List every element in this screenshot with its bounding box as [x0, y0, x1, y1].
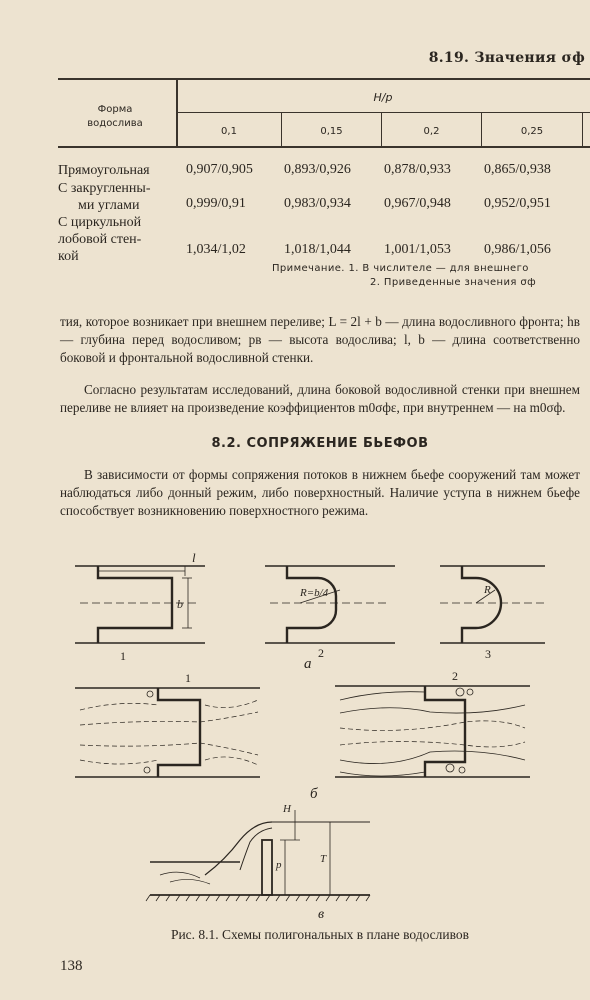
section-title: 8.2. СОПРЯЖЕНИЕ БЬЕФОВ — [211, 436, 429, 451]
scheme-a3 — [440, 566, 545, 643]
table-cell: 0,907/0,905 — [186, 162, 253, 177]
body-paragraph: тия, которое возникает при внешнем переливе; L = 2l + b — длина водосливного фронта; hв — глубина перед водосливом; pв — высота водослива; l, b — длина соответственно боковой и фронтальной водосливной стенки. — [60, 314, 580, 365]
figure-caption: Рис. 8.1. Схемы полигональных в плане водосливов — [170, 927, 470, 942]
subfigure-letter: а — [304, 656, 312, 672]
table-title: 8.19. Значения σф — [428, 50, 585, 66]
subfigure-letter: б — [310, 786, 318, 802]
radius-label: R=b/4 — [300, 587, 329, 599]
column-header: 0,2 — [423, 126, 440, 137]
scheme-label: 1 — [120, 649, 126, 663]
scheme-b2 — [335, 686, 530, 777]
scheme-label: 3 — [485, 647, 491, 661]
dim-p: p — [276, 859, 282, 871]
scheme-c — [146, 810, 370, 901]
table-cell: 0,893/0,926 — [284, 162, 351, 177]
table-header-hp: H/p — [373, 91, 393, 104]
table-cell: 0,983/0,934 — [284, 196, 351, 211]
table-cell: 0,878/0,933 — [384, 162, 451, 177]
radius-label: R — [484, 584, 491, 596]
column-header: 0,1 — [221, 126, 237, 137]
scheme-label: 1 — [185, 671, 191, 685]
scheme-b1 — [75, 688, 260, 777]
table-cell: 0,952/0,951 — [484, 196, 551, 211]
body-paragraph: В зависимости от формы сопряжения потоков в нижнем бьефе сооружений там может наблюдаться либо донный режим, либо поверхностный. Наличие уступа в нижнем бьефе способствует возникновению поверхностного режима. — [60, 467, 580, 518]
dim-l: l — [192, 550, 196, 565]
table-cell: 1,034/1,02 — [186, 242, 246, 257]
table-row-label: С циркульной лобовой стен- кой — [58, 215, 142, 264]
column-header: 0,15 — [320, 126, 343, 137]
scheme-label: 2 — [318, 646, 324, 660]
scheme-a1 — [75, 566, 205, 643]
subfigure-letter: в — [318, 907, 325, 922]
table-note: Примечание. 1. В числителе — для внешнего — [272, 263, 529, 274]
table-cell: 0,865/0,938 — [484, 162, 551, 177]
table-cell: 0,986/1,056 — [484, 242, 551, 257]
table-cell: 1,001/1,053 — [384, 242, 451, 257]
table-cell: 1,018/1,044 — [284, 242, 351, 257]
column-header: 0,25 — [520, 126, 544, 137]
table-row-label: Прямоугольная — [58, 163, 150, 178]
body-paragraph: Согласно результатам исследований, длина боковой водосливной стенки при внешнем переливе не влияет на произведение коэффициентов m0σфε, при внутреннем — на m0σф. — [60, 382, 580, 415]
dim-H: H — [283, 803, 291, 815]
page-number: 138 — [60, 958, 83, 974]
table-header-form: Форма водослива — [87, 104, 143, 129]
dim-b: b — [177, 597, 183, 611]
table-cell: 0,999/0,91 — [186, 196, 246, 211]
dim-T: T — [320, 853, 327, 865]
scheme-a2 — [265, 566, 395, 643]
scheme-label: 2 — [452, 669, 458, 683]
table-cell: 0,967/0,948 — [384, 196, 451, 211]
table-note: 2. Приведенные значения σф — [370, 277, 537, 288]
table-row-label: С закругленны- ми углами — [58, 181, 151, 213]
